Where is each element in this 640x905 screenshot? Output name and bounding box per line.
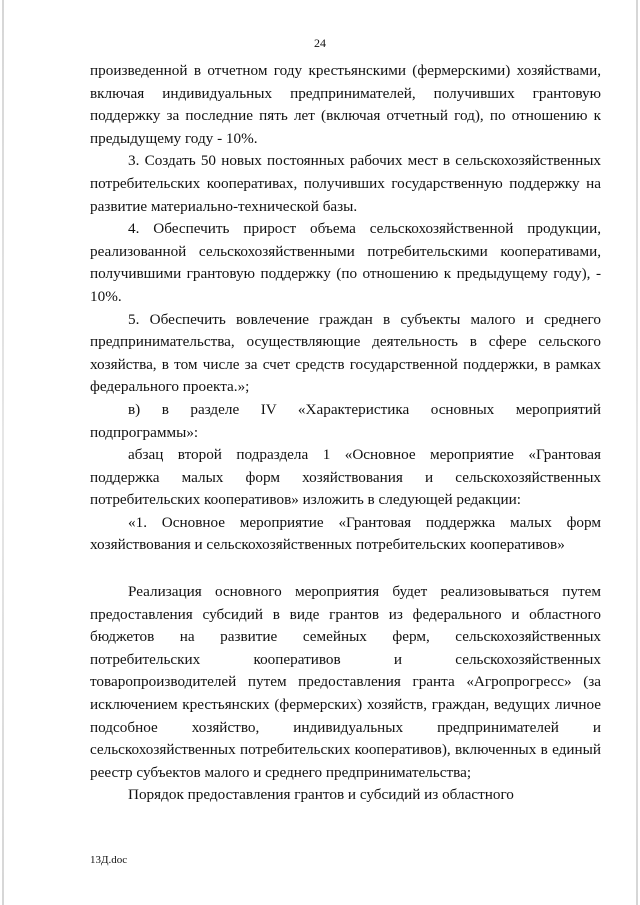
footer-filename: 13Д.doc [90, 854, 128, 866]
scan-edge-left [2, 0, 4, 905]
paragraph-procedure: Порядок предоставления грантов и субсидий из областного [128, 786, 514, 804]
page-number: 24 [314, 36, 326, 50]
paragraph-item-5: 5. Обеспечить вовлечение граждан в субъекты малого и среднего предпринимательства, осуществляющие деятельность в сфере сельского хозяйства, в том числе за счет средств государственной поддержки, в рамках федерального проекта.»; [90, 310, 601, 396]
paragraph-implementation: Реализация основного мероприятия будет реализовываться путем предоставления субсидий в виде грантов из федерального и областного бюджетов на развитие семейных ферм, сельскохозяйственных потребительских кооперативов и сельскохозяйственных товаропроизводителей путем предоставления гранта «Агропрогресс» (за исключением крестьянских (фермерских) хозяйств, граждан, ведущих личное подсобное хозяйство, индивидуальных предпринимателей и сельскохозяйственных потребительских кооперативов), включенных в единый реестр субъектов малого и среднего предпринимательства; [90, 583, 601, 781]
paragraph-subsection-1: абзац второй подраздела 1 «Основное мероприятие «Грантовая поддержка малых форм хозяйствования и сельскохозяйственных потребительских кооперативов» изложить в следующей редакции: [90, 446, 601, 509]
paragraph-section-iv: в) в разделе IV «Характеристика основных мероприятий подпрограммы»: [90, 400, 601, 441]
document-body [90, 60, 601, 807]
paragraph-continuation: произведенной в отчетном году крестьянскими (фермерскими) хозяйствами, включая индивидуальных предпринимателей, получивших грантовую поддержку за последние пять лет (включая отчетный год), по отношению к предыдущему году - 10%. [90, 62, 601, 147]
paragraph-item-3: 3. Создать 50 новых постоянных рабочих мест в сельскохозяйственных потребительских кооперативах, получивших государственную поддержку на развитие материально-технической базы. [90, 152, 601, 215]
paragraph-item-4: 4. Обеспечить прирост объема сельскохозяйственной продукции, реализованной сельскохозяйственными потребительскими кооперативами, получившими грантовую поддержку (по отношению к предыдущему году), - 10%. [90, 220, 601, 305]
paragraph-main-activity-title: «1. Основное мероприятие «Грантовая поддержка малых форм хозяйствования и сельскохозяйственных потребительских кооперативов» [90, 513, 601, 554]
scan-edge-right [636, 0, 638, 905]
